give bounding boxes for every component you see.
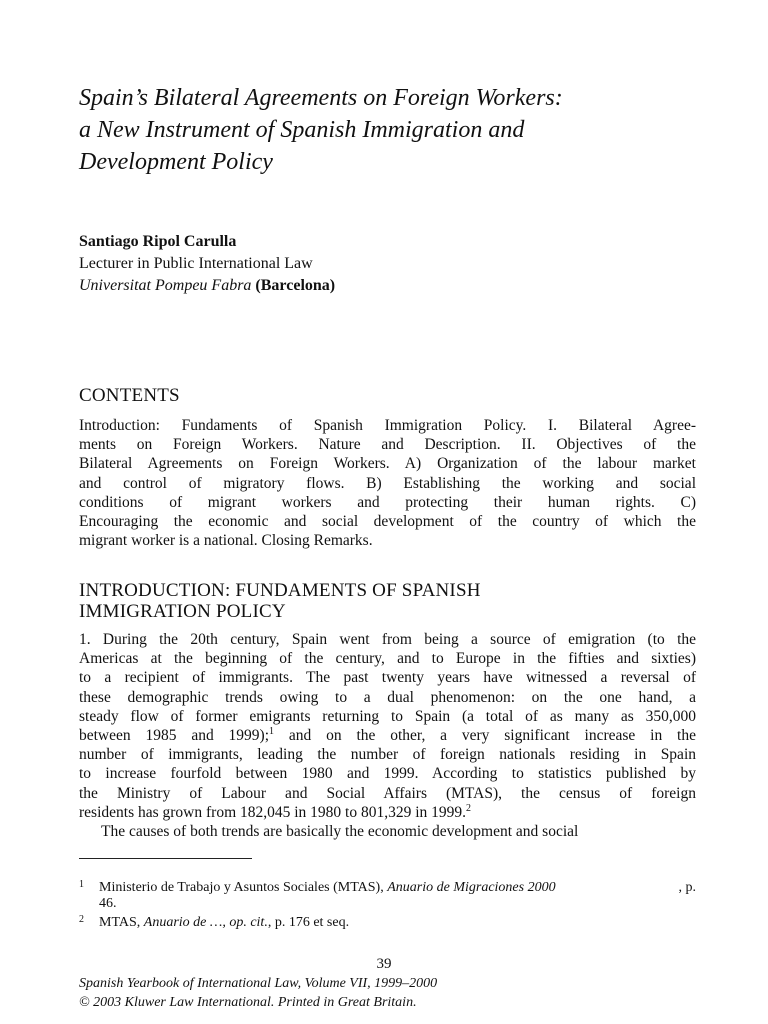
footnote-text-part: MTAS, bbox=[99, 915, 144, 930]
footnote-ref-1[interactable]: 1 bbox=[269, 726, 275, 738]
contents-heading bbox=[79, 385, 180, 406]
body-line: to increase fourfold between 1980 and 1999. According to statistics published by bbox=[79, 765, 696, 783]
footnote-line bbox=[99, 880, 696, 896]
introduction-paragraph bbox=[79, 630, 696, 841]
footnote-2 bbox=[79, 915, 696, 931]
page-number: 39 bbox=[376, 956, 392, 972]
footnote-mark: 2 bbox=[79, 914, 84, 925]
copyright-line: © 2003 Kluwer Law International. Printed in Great Britain. bbox=[79, 995, 417, 1010]
footnote-text bbox=[99, 880, 696, 912]
author-university: Universitat Pompeu Fabra bbox=[79, 277, 252, 294]
contents-line: migrant worker is a national. Closing Remarks. bbox=[79, 532, 373, 550]
contents-line: Encouraging the economic and social development of the country of which the bbox=[79, 513, 696, 531]
body-line: to a recipient of immigrants. The past twenty years have witnessed a reversal of bbox=[79, 669, 696, 687]
author-city: (Barcelona) bbox=[255, 277, 336, 294]
journal-citation: Spanish Yearbook of International Law, Volume VII, 1999–2000 bbox=[79, 976, 438, 991]
body-line: The causes of both trends are basically the economic development and social bbox=[101, 823, 579, 841]
body-line: the Ministry of Labour and Social Affairs (MTAS), the census of foreign bbox=[79, 784, 696, 802]
introduction-heading-line-2: IMMIGRATION POLICY bbox=[79, 601, 286, 622]
footnote-1 bbox=[79, 880, 696, 912]
footnote-line: 46. bbox=[99, 896, 117, 911]
author-position: Lecturer in Public International Law bbox=[79, 255, 313, 272]
introduction-heading bbox=[79, 580, 481, 622]
footnote-ref-2[interactable]: 2 bbox=[466, 802, 472, 814]
introduction-heading-line-1: INTRODUCTION: FUNDAMENTS OF SPANISH bbox=[79, 580, 481, 601]
footnote-divider bbox=[79, 858, 252, 859]
contents-line: conditions of migrant workers and protecting their human rights. C) bbox=[79, 493, 696, 511]
footnote-source-title: Anuario de Migraciones 2000 bbox=[387, 880, 556, 895]
author-affiliation bbox=[79, 275, 335, 297]
body-line: number of immigrants, leading the number of foreign nationals residing in Spain bbox=[79, 746, 696, 764]
footnote-source-title: Anuario de …, op. cit. bbox=[143, 915, 268, 930]
contents-heading-text: CONTENTS bbox=[79, 385, 180, 406]
body-line bbox=[79, 726, 696, 745]
footnote-text-part bbox=[99, 880, 556, 896]
contents-line: and control of migratory flows. B) Establishing the working and social bbox=[79, 474, 696, 492]
body-line-part: residents has grown from 182,045 in 1980 to 801,329 in 1999. bbox=[79, 803, 467, 821]
contents-line: ments on Foreign Workers. Nature and Description. II. Objectives of the bbox=[79, 436, 696, 454]
author-name: Santiago Ripol Carulla bbox=[79, 233, 237, 250]
footnote-text bbox=[99, 915, 696, 931]
footnote-text-part: Ministerio de Trabajo y Asuntos Sociales (MTAS), bbox=[99, 880, 388, 895]
author-block bbox=[79, 231, 335, 297]
footnote-text-part: , p. bbox=[678, 880, 696, 895]
body-line-part: and on the other, a very significant increase in the bbox=[288, 727, 696, 745]
body-line: steady flow of former emigrants returning to Spain (a total of as many as 350,000 bbox=[79, 707, 696, 725]
body-line: 1. During the 20th century, Spain went from being a source of emigration (to the bbox=[79, 631, 696, 648]
footnote-mark: 1 bbox=[79, 879, 84, 890]
title-line-3: Development Policy bbox=[79, 149, 273, 175]
body-line-part: between 1985 and 1999); bbox=[79, 727, 270, 745]
title-line-1: Spain’s Bilateral Agreements on Foreign Workers: bbox=[79, 85, 563, 111]
body-line bbox=[79, 803, 696, 822]
contents-line: Introduction: Fundaments of Spanish Immigration Policy. I. Bilateral Agree- bbox=[79, 417, 696, 434]
footnote-text-part: , p. 176 et seq. bbox=[267, 915, 350, 930]
body-line: Americas at the beginning of the century, and to Europe in the fifties and sixties) bbox=[79, 650, 696, 668]
body-line: these demographic trends owing to a dual phenomenon: on the one hand, a bbox=[79, 688, 696, 706]
title-line-2: a New Instrument of Spanish Immigration and bbox=[79, 117, 525, 143]
article-title bbox=[79, 82, 719, 178]
contents-line: Bilateral Agreements on Foreign Workers. A) Organization of the labour market bbox=[79, 455, 696, 473]
contents-paragraph bbox=[79, 416, 696, 550]
